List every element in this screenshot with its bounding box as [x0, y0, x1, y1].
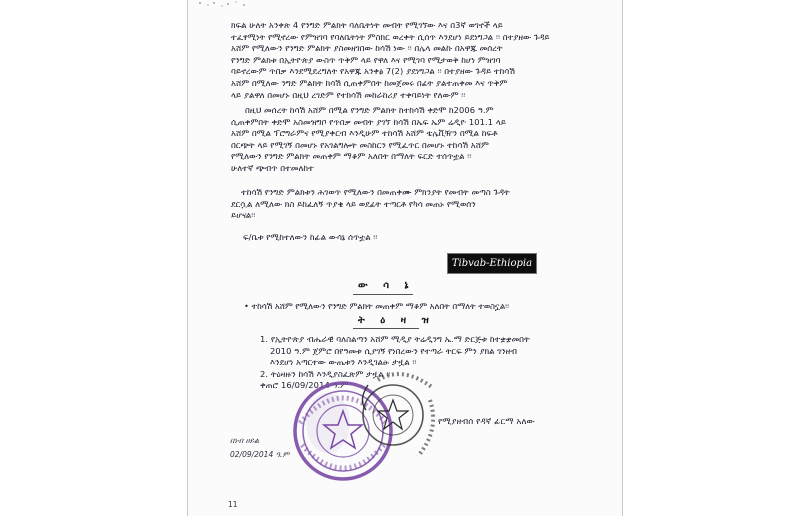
judge-seal-stamp	[348, 360, 448, 470]
paragraph-4	[231, 187, 510, 222]
text-line: ተፈፃሚነት የሚኖረው የምዝገባ የባለቤትነት ምስክር ወረቀት ሲሰጥ እንደሆነ ይደነግጋል ፡፡ በተያዘው ጉዳይ	[231, 31, 550, 42]
paragraph-1	[231, 20, 550, 101]
text-line: ይሆናል፡፡	[231, 210, 256, 221]
heading-underline	[353, 328, 419, 329]
text-line: በዚህ መሰረት ከሳሽ አሸም በሚል የንግድ ምልክት ከተከሳሽ ቀድሞ ከ2006 ዓ.ም	[245, 105, 494, 115]
clerk-date: 02/09/2014 ዓ.ም	[230, 450, 290, 459]
text-line: አሸም በሚለው ንግድ ምልክት ከሳሽ ሲጠቀምበት ከመጀመሩ በፊት ያልተጠቀመ እና ጥቅም	[231, 77, 508, 88]
text-line: የሚለውን የንግድ ምልክት መጠቀም ማቆም አለበት በማለት ፍርድ ተሰጥቷል ፡፡	[231, 151, 472, 162]
order-item: 2. ትዕዛዙን ከሳሽ እንዲያስፈጽም ታዟል ፡፡	[260, 368, 391, 379]
document-page	[187, 0, 623, 516]
text-line: ደርሷል ለሚለው ክስ ይከፈለኝ ጥያቄ ላይ ወደፊት ተጣርቶ የካሳ መጠኑ የሚወሰን	[231, 198, 476, 209]
text-line: ተከሳሽ የንግድ ምልክቱን ሕገወጥ የሚለውን በመጠቀሙ ምክንያት የመብት መጣስ ጉዳት	[241, 187, 510, 197]
text-line: አሸም የሚለውን የንግድ ምልክት ያስመዘገበው ከሳሽ ነው ፡፡ በሌላ መልኩ በአዋጁ መሰረት	[231, 43, 503, 54]
text-line: ክፍል ሁለት አንቀጽ 4 የንግድ ምልክት ባለቤትነት መብት የሚገኘው እና በ3ኛ ወገኖች ላይ	[231, 20, 503, 30]
order-item: 1. የኢትዮጵያ ብሔራዊ ባለስልጣን አሸም ሚዲያ ትሬዲንግ ኤ.ማ ድርጅቱ ከተቋቋመበት	[260, 334, 530, 344]
scan-artifact	[194, 0, 254, 14]
judge-signature-label: የሚያዘብሰ የዳኛ ፊርማ አለው	[438, 417, 535, 427]
paragraph-3	[231, 163, 314, 175]
clerk-name: በነብ ሀይል	[230, 436, 259, 445]
decision-heading: ው ሳ ኔ	[358, 280, 415, 291]
text-line: በርጭት ላይ የሚገኝ በመሆኑ የአገልግሎት መስከርን የሚፈጥር በመሆኑ ተከሳሽ አሸም	[231, 139, 489, 150]
text-line: የንግድ ምልክቱ በኢትዮጵያ ውስጥ ጥቅም ላይ የዋለ እና የሚገባ የሚታወቅ ከሆነ ምዝገባ	[231, 54, 501, 65]
text-line: ፍ/ቤቱ የሚከተለውን ከፊል ውሳኔ ሰጥቷል ፡፡	[243, 232, 378, 242]
order-item: እንደሆነ አጣርተው ውጤቱን እንዲገልፁ ታዟል ፡፡	[270, 357, 417, 368]
watermark-label: Tibvab-Ethiopia	[447, 253, 537, 274]
heading-underline	[353, 294, 413, 295]
order-item: ቀጠሮ 16/09/2014 ዓ.ም	[260, 380, 349, 391]
clerk-note	[230, 436, 289, 460]
text-line: ባይኖረውም ጥበቃ እንደሚደረግለት የአዋጁ አንቀፅ 7(2) ያደነግጋል ፡፡ በተያዘው ጉዳይ ተከሳሽ	[231, 66, 515, 77]
text-line: አሸም በሚል ፕሮግራምና የሚያቀርብ እንዲሁም ተከሳሽ አሸም ቴሌቪዥን በሚል ከፍቶ	[231, 128, 498, 139]
text-line: ሁለተኛ ጭብጥ በተመለከተ	[231, 163, 314, 173]
bullet-icon: •	[244, 301, 249, 311]
page-number: 11	[228, 500, 238, 509]
decision-text: ተከሳሽ አሸም የሚለውን የንግድ ምልክት መጠቀም ማቆም አለበት በማለት ተወስኗል፡፡	[251, 301, 510, 311]
text-line: ሲጠቀምበት ቀድሞ አስመዝግቦ የጥበቃ መብት ያገኘ ከሳሽ በኤፍ ኤም ሬዲዮ 101.1 ላይ	[231, 116, 506, 127]
text-line: ላይ ያልዋለ በመሆኑ በዚህ ረገድም የተከሳሽ መከራከሪያ ተቀባይነት የለውም ፡፡	[231, 89, 466, 100]
paragraph-5	[243, 232, 377, 244]
decision-item	[244, 301, 509, 312]
order-heading: ት ዕ ዛ ዝ	[358, 315, 435, 326]
paragraph-2	[231, 105, 506, 163]
order-item: 2010 ዓ.ም ጀምሮ በየዓመቱ ሲያገኝ የነበረውን የተጣራ ትርፍ ምን ያክል ገንዘብ	[270, 345, 517, 356]
